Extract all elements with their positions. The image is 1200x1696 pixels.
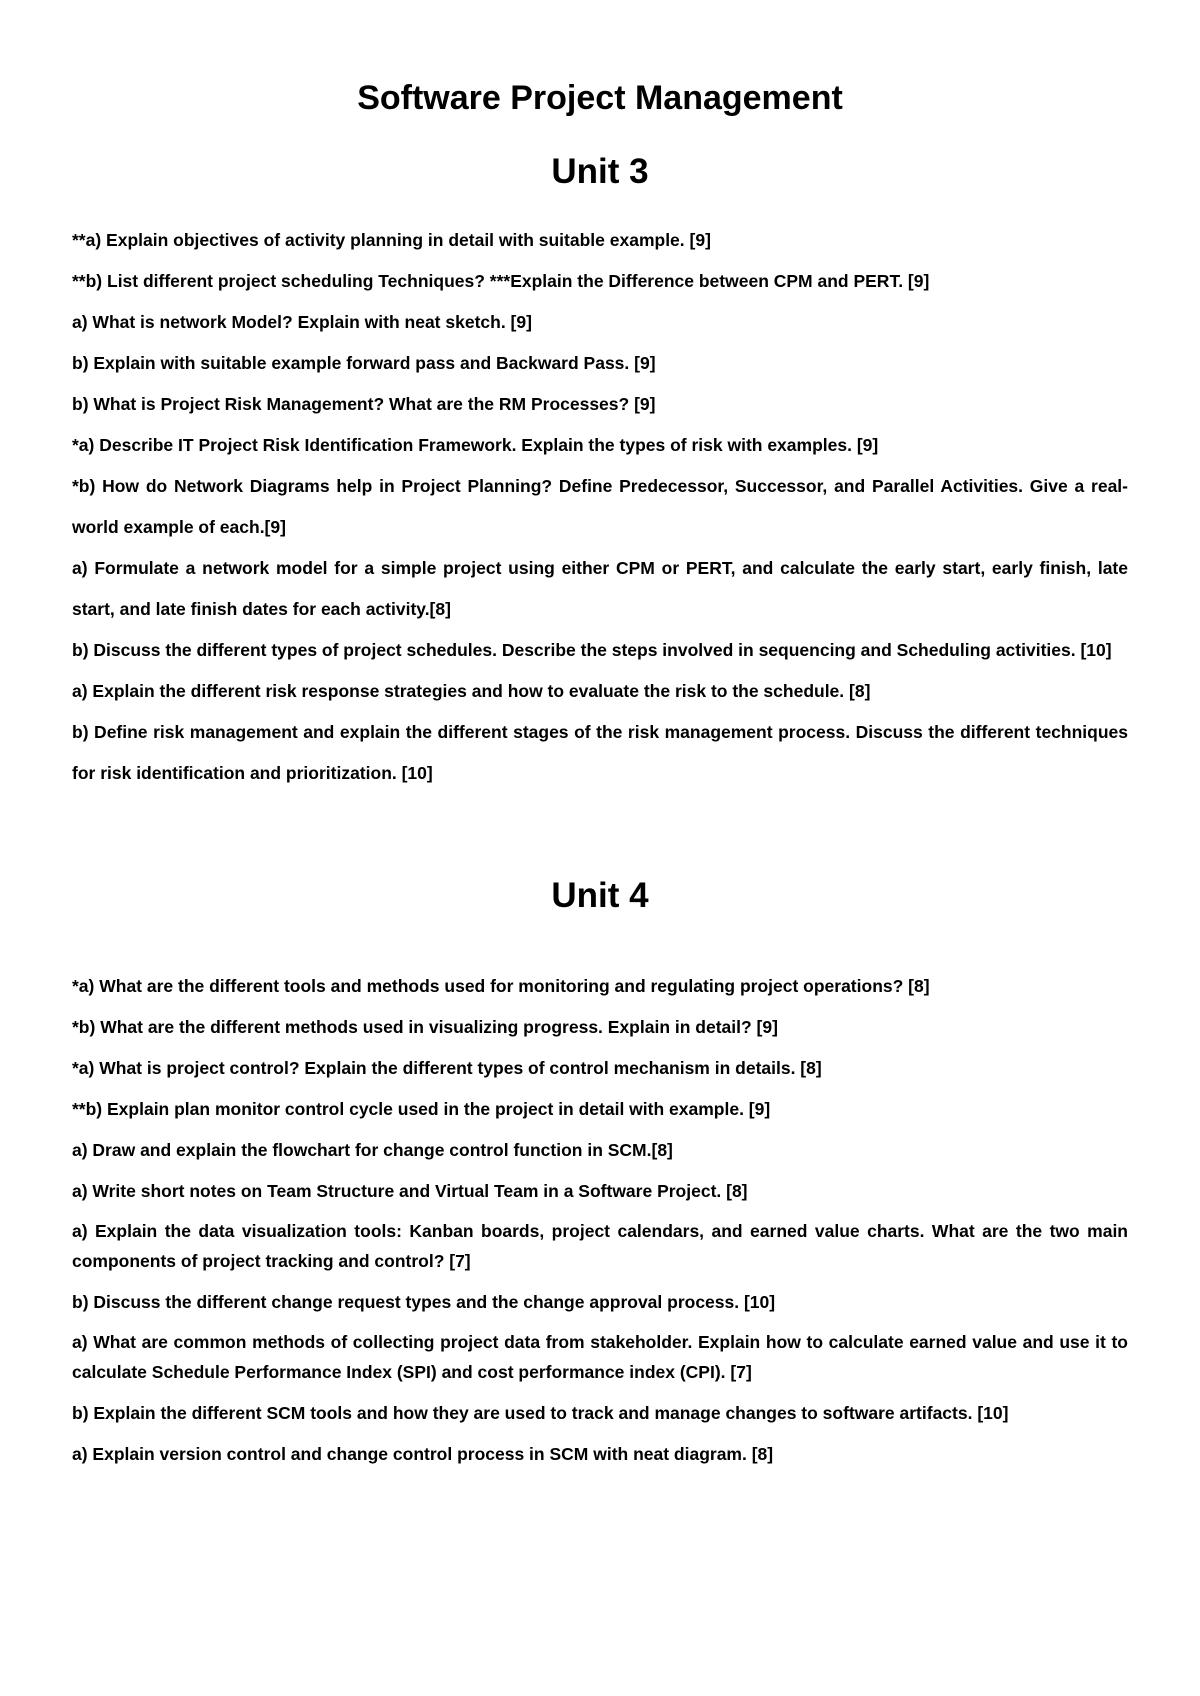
- unit-3-question-list: [72, 220, 1128, 794]
- unit-4-question-list: [72, 966, 1128, 1475]
- question-item: b) Explain the different SCM tools and how they are used to track and manage changes to software artifacts. [10]: [72, 1403, 1009, 1423]
- question-item: a) What is network Model? Explain with neat sketch. [9]: [72, 312, 532, 332]
- question-item: b) What is Project Risk Management? What are the RM Processes? [9]: [72, 394, 656, 414]
- question-item: *b) How do Network Diagrams help in Project Planning? Define Predecessor, Successor, and Parallel Activities. Give a real-world example of each.[9]: [72, 476, 1128, 537]
- question-item: a) Explain version control and change control process in SCM with neat diagram. [8]: [72, 1444, 774, 1464]
- question-item: a) Explain the different risk response strategies and how to evaluate the risk to the schedule. [8]: [72, 681, 871, 701]
- question-item: a) Draw and explain the flowchart for change control function in SCM.[8]: [72, 1140, 673, 1160]
- question-item: a) Formulate a network model for a simple project using either CPM or PERT, and calculate the early start, early finish, late start, and late finish dates for each activity.[8]: [72, 558, 1128, 619]
- question-item: a) Explain the data visualization tools: Kanban boards, project calendars, and earned value charts. What are the two main components of project tracking and control? [7]: [72, 1221, 1128, 1271]
- unit-3-heading: Unit 3: [551, 152, 649, 191]
- question-item: *a) Describe IT Project Risk Identification Framework. Explain the types of risk with examples. [9]: [72, 435, 879, 455]
- question-item: a) What are common methods of collecting project data from stakeholder. Explain how to calculate earned value and use it to calculate Schedule Performance Index (SPI) and cost performance index (CPI). [7]: [72, 1332, 1128, 1382]
- question-item: **a) Explain objectives of activity planning in detail with suitable example. [9]: [72, 230, 711, 250]
- question-item: b) Explain with suitable example forward pass and Backward Pass. [9]: [72, 353, 656, 373]
- question-item: **b) Explain plan monitor control cycle used in the project in detail with example. [9]: [72, 1099, 771, 1119]
- unit-4-heading: Unit 4: [551, 876, 649, 915]
- question-item: *a) What is project control? Explain the different types of control mechanism in details. [8]: [72, 1058, 822, 1078]
- question-item: **b) List different project scheduling Techniques? ***Explain the Difference between CPM and PERT. [9]: [72, 271, 930, 291]
- question-item: *a) What are the different tools and methods used for monitoring and regulating project operations? [8]: [72, 976, 930, 996]
- question-item: a) Write short notes on Team Structure and Virtual Team in a Software Project. [8]: [72, 1181, 748, 1201]
- question-item: b) Define risk management and explain the different stages of the risk management process. Discuss the different techniques for risk identification and prioritization. [10]: [72, 722, 1128, 783]
- document-title: Software Project Management: [357, 79, 843, 117]
- question-item: b) Discuss the different types of project schedules. Describe the steps involved in sequencing and Scheduling activities. [10]: [72, 640, 1112, 660]
- question-item: *b) What are the different methods used in visualizing progress. Explain in detail? [9]: [72, 1017, 778, 1037]
- question-item: b) Discuss the different change request types and the change approval process. [10]: [72, 1292, 776, 1312]
